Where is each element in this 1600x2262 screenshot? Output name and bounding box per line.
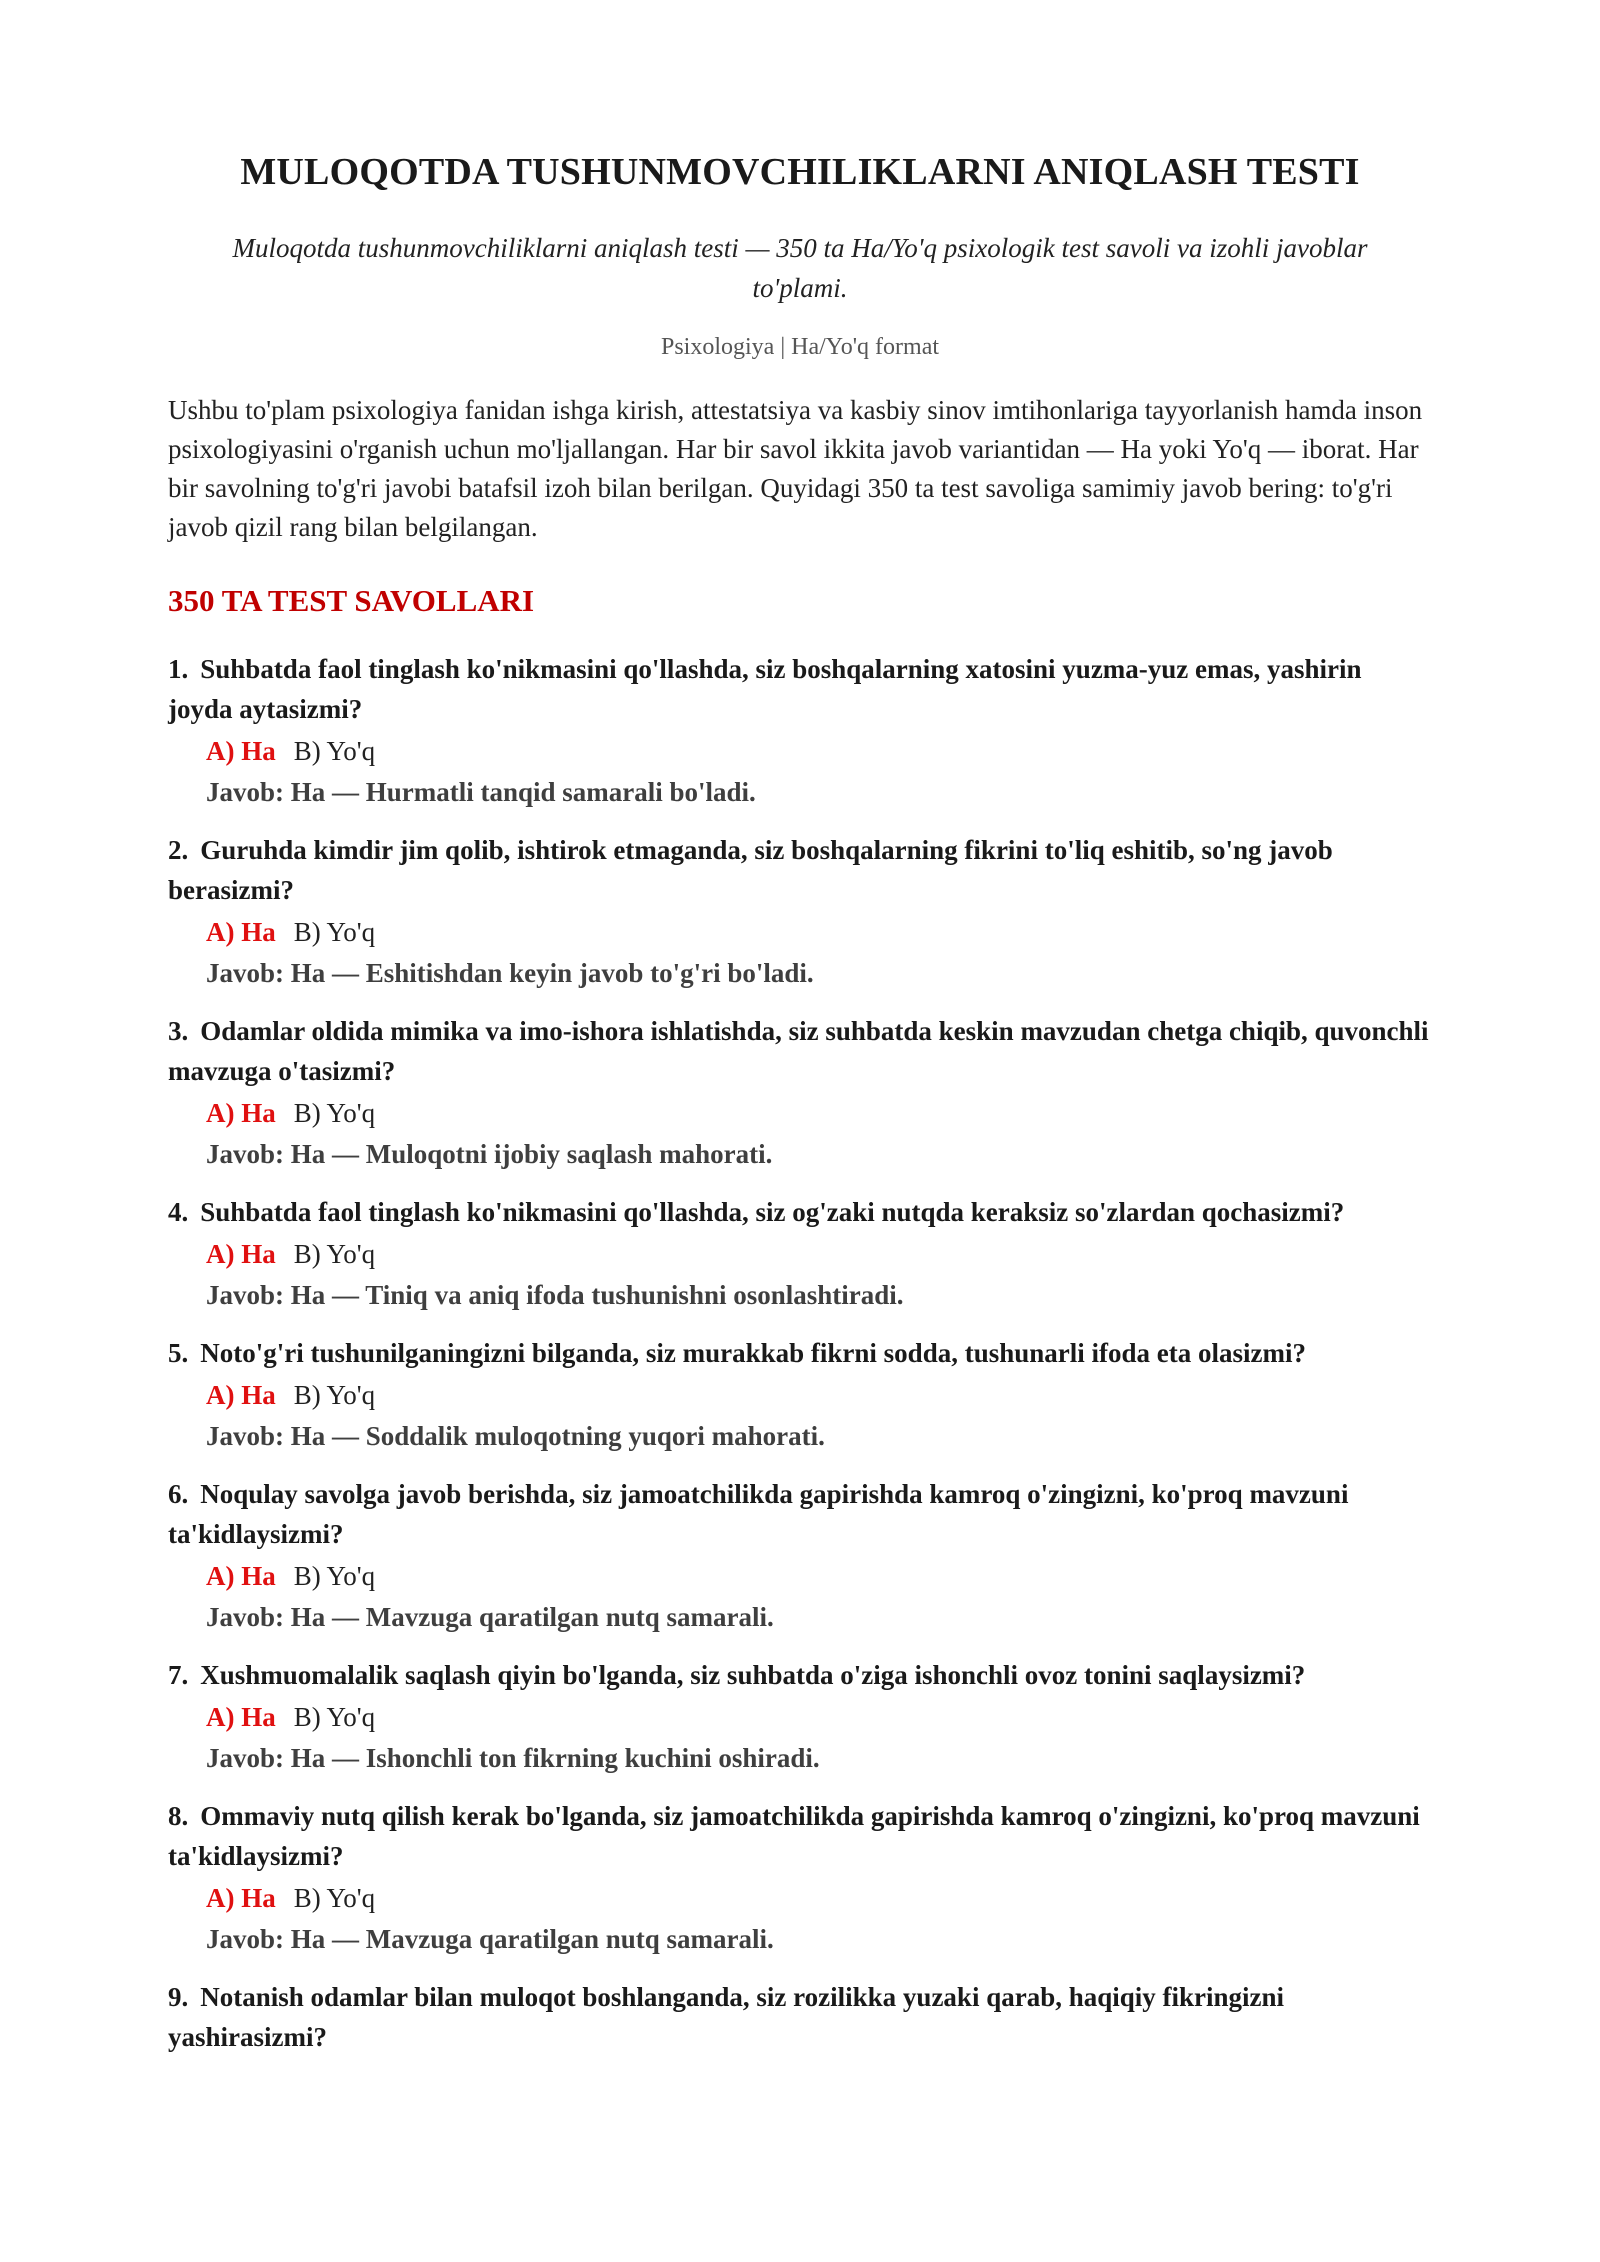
answer-options	[168, 1878, 1432, 1918]
question-text: Notanish odamlar bilan muloqot boshlanganda, siz rozilikka yuzaki qarab, haqiqiy fikringizni yashirasizmi?	[168, 1982, 1285, 2052]
question-item	[168, 1192, 1432, 1316]
option-b[interactable]: B) Yo'q	[293, 1380, 376, 1410]
question-text: Guruhda kimdir jim qolib, ishtirok etmaganda, siz boshqalarning fikrini to'liq eshitib, so'ng javob berasizmi?	[168, 835, 1333, 905]
question-item	[168, 830, 1432, 994]
document-meta: Psixologiya | Ha/Yo'q format	[660, 334, 940, 360]
option-a[interactable]: A) Ha	[206, 1239, 276, 1269]
question-number: 2.	[168, 835, 189, 865]
answer-explanation: Javob: Ha — Muloqotni ijobiy saqlash mahorati.	[206, 1139, 773, 1169]
answer-options	[168, 1234, 1432, 1274]
option-a[interactable]: A) Ha	[206, 1883, 276, 1913]
question-text: Noqulay savolga javob berishda, siz jamoatchilikda gapirishda kamroq o'zingizni, ko'proq mavzuni ta'kidlaysizmi?	[168, 1479, 1349, 1549]
question-text: Noto'g'ri tushunilganingizni bilganda, siz murakkab fikrni sodda, tushunarli ifoda eta olasizmi?	[200, 1338, 1306, 1368]
option-b[interactable]: B) Yo'q	[293, 1561, 376, 1591]
question-number: 3.	[168, 1016, 189, 1046]
document-title: MULOQOTDA TUSHUNMOVCHILIKLARNI ANIQLASH TESTI	[240, 151, 1360, 193]
option-b[interactable]: B) Yo'q	[293, 917, 376, 947]
answer-explanation: Javob: Ha — Mavzuga qaratilgan nutq samarali.	[206, 1924, 774, 1954]
question-number: 7.	[168, 1660, 189, 1690]
answer-options	[168, 1093, 1432, 1133]
option-b[interactable]: B) Yo'q	[293, 1883, 376, 1913]
answer-options	[168, 1556, 1432, 1596]
question-item	[168, 1333, 1432, 1457]
answer-options	[168, 1375, 1432, 1415]
option-a[interactable]: A) Ha	[206, 1702, 276, 1732]
question-item	[168, 1011, 1432, 1175]
answer-explanation: Javob: Ha — Soddalik muloqotning yuqori mahorati.	[206, 1421, 825, 1451]
question-item	[168, 1796, 1432, 1960]
question-text: Xushmuomalalik saqlash qiyin bo'lganda, siz suhbatda o'ziga ishonchli ovoz tonini saqlaysizmi?	[200, 1660, 1306, 1690]
question-list	[168, 649, 1432, 2057]
question-number: 9.	[168, 1982, 189, 2012]
question-text: Odamlar oldida mimika va imo-ishora ishlatishda, siz suhbatda keskin mavzudan chetga chiqib, quvonchli mavzuga o'tasizmi?	[168, 1016, 1429, 1086]
question-number: 4.	[168, 1197, 189, 1227]
option-b[interactable]: B) Yo'q	[293, 1702, 376, 1732]
answer-options	[168, 1697, 1432, 1737]
question-number: 5.	[168, 1338, 189, 1368]
answer-explanation: Javob: Ha — Eshitishdan keyin javob to'g'ri bo'ladi.	[206, 958, 814, 988]
option-a[interactable]: A) Ha	[206, 1561, 276, 1591]
question-item	[168, 1655, 1432, 1779]
document-subtitle: Muloqotda tushunmovchiliklarni aniqlash testi — 350 ta Ha/Yo'q psixologik test savoli va izohli javoblar to'plami.	[232, 233, 1368, 303]
answer-explanation: Javob: Ha — Hurmatli tanqid samarali bo'ladi.	[206, 777, 756, 807]
option-b[interactable]: B) Yo'q	[293, 1098, 376, 1128]
question-text: Suhbatda faol tinglash ko'nikmasini qo'llashda, siz boshqalarning xatosini yuzma-yuz emas, yashirin joyda aytasizmi?	[168, 654, 1362, 724]
question-number: 1.	[168, 654, 189, 684]
answer-options	[168, 912, 1432, 952]
answer-options	[168, 731, 1432, 771]
answer-explanation: Javob: Ha — Ishonchli ton fikrning kuchini oshiradi.	[206, 1743, 820, 1773]
intro-paragraph: Ushbu to'plam psixologiya fanidan ishga kirish, attestatsiya va kasbiy sinov imtihonlariga tayyorlanish hamda inson psixologiyasini o'rganish uchun mo'ljallangan. Har bir savol ikkita javob variantidan — Ha yoki Yo'q — iborat. Har bir savolning to'g'ri javobi batafsil izoh bilan berilgan. Quyidagi 350 ta test savoliga samimiy javob bering: to'g'ri javob qizil rang bilan belgilangan.	[168, 395, 1423, 542]
question-number: 6.	[168, 1479, 189, 1509]
question-item	[168, 1474, 1432, 1638]
question-text: Ommaviy nutq qilish kerak bo'lganda, siz jamoatchilikda gapirishda kamroq o'zingizni, ko'proq mavzuni ta'kidlaysizmi?	[168, 1801, 1420, 1871]
question-item	[168, 649, 1432, 813]
answer-explanation: Javob: Ha — Mavzuga qaratilgan nutq samarali.	[206, 1602, 774, 1632]
answer-explanation: Javob: Ha — Tiniq va aniq ifoda tushunishni osonlashtiradi.	[206, 1280, 904, 1310]
section-heading: 350 TA TEST SAVOLLARI	[168, 583, 535, 618]
option-b[interactable]: B) Yo'q	[293, 736, 376, 766]
question-number: 8.	[168, 1801, 189, 1831]
option-b[interactable]: B) Yo'q	[293, 1239, 376, 1269]
option-a[interactable]: A) Ha	[206, 736, 276, 766]
option-a[interactable]: A) Ha	[206, 1098, 276, 1128]
question-text: Suhbatda faol tinglash ko'nikmasini qo'llashda, siz og'zaki nutqda keraksiz so'zlardan qochasizmi?	[200, 1197, 1345, 1227]
question-item	[168, 1977, 1432, 2057]
option-a[interactable]: A) Ha	[206, 917, 276, 947]
option-a[interactable]: A) Ha	[206, 1380, 276, 1410]
